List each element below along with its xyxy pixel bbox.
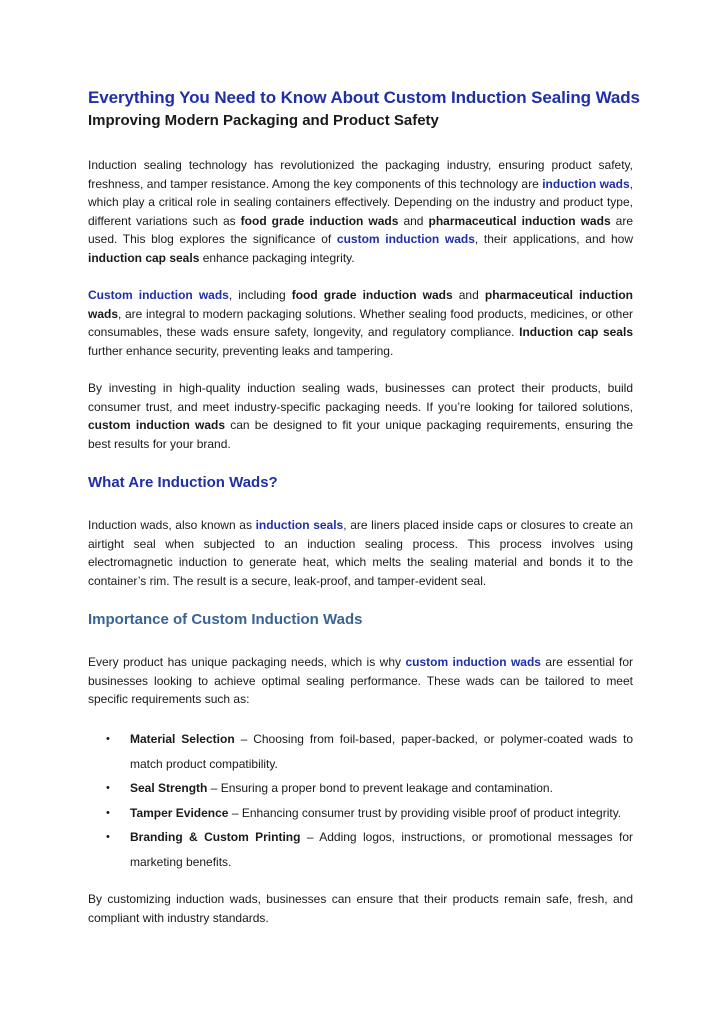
list-item (88, 776, 633, 801)
bullet-icon: • (106, 733, 110, 746)
bold-term: pharmaceutical induction wads (88, 288, 633, 321)
intro-paragraph-1 (88, 156, 633, 268)
bullet-icon: • (106, 806, 110, 819)
bold-term: pharmaceutical induction wads (428, 213, 611, 228)
bold-term: custom induction wads (88, 418, 226, 433)
text-run: Induction sealing technology has revolutionized the packaging industry, ensuring product safety, freshness, and tamper resistance. Among the key components of this technology are (88, 158, 633, 191)
bullet-term: Seal Strength (130, 781, 208, 796)
custom-induction-wads-link[interactable]: custom induction wads (405, 655, 541, 670)
custom-induction-wads-link[interactable]: Custom induction wads (88, 288, 229, 303)
bullet-icon: • (106, 831, 110, 844)
text-run: , including (228, 288, 292, 303)
induction-seals-link[interactable]: induction seals (255, 518, 344, 533)
bullet-term: Tamper Evidence (130, 805, 229, 820)
bullet-term: Material Selection (130, 732, 235, 747)
text-run: Every product has unique packaging needs, which is why (88, 655, 406, 670)
text-run: Induction wads, also known as (88, 518, 256, 533)
bullet-text: – Ensuring a proper bond to prevent leakage and contamination. (207, 781, 553, 796)
text-run: and (452, 288, 485, 303)
bullet-term: Branding & Custom Printing (130, 830, 301, 845)
closing-paragraph: By customizing induction wads, businesses can ensure that their products remain safe, fresh, and compliant with industry standards. (88, 892, 633, 926)
text-run: , are liners placed inside caps or closures to create an airtight seal when subjected to an induction sealing process. This process involves using electromagnetic induction to generate heat, which melts the sealing material and bonds it to the container’s rim. The result is a secure, leak-proof, and tamper-evident seal. (88, 518, 633, 588)
requirements-list (88, 727, 633, 874)
text-run: , their applications, and how (474, 232, 634, 247)
bullet-text: – Enhancing consumer trust by providing visible proof of product integrity. (228, 805, 622, 820)
bullet-text: – Adding logos, instructions, or promotional messages for marketing benefits. (130, 830, 633, 869)
text-run: , are integral to modern packaging solutions. Whether sealing food products, medicines, or other consumables, these wads ensure safety, longevity, and regulatory compliance. (88, 306, 633, 340)
bullet-text: – Choosing from foil-based, paper-backed, or polymer-coated wads to match product compatibility. (130, 732, 633, 771)
text-run: are used. This blog explores the significance of (88, 213, 633, 247)
bold-term: Induction cap seals (519, 325, 633, 340)
document-title: Everything You Need to Know About Custom Induction Sealing Wads (88, 88, 640, 107)
section2-paragraph (88, 653, 633, 709)
induction-wads-link[interactable]: induction wads (542, 176, 630, 191)
list-item (88, 825, 633, 874)
text-run: can be designed to fit your unique packaging requirements, ensuring the best results for your brand. (88, 418, 633, 451)
text-run: and (398, 213, 429, 228)
text-run: By investing in high-quality induction sealing wads, businesses can protect their products, build consumer trust, and meet industry-specific packaging needs. If you’re looking for tailored solutions, (88, 381, 633, 414)
text-run: are essential for businesses looking to achieve optimal sealing performance. These wads can be tailored to meet specific requirements such as: (88, 655, 633, 707)
bold-term: food grade induction wads (291, 288, 453, 303)
bold-term: induction cap seals (88, 250, 200, 265)
section-heading-importance: Importance of Custom Induction Wads (88, 611, 363, 629)
text-run: further enhance security, preventing leaks and tampering. (88, 343, 394, 358)
list-item (88, 727, 633, 776)
list-item (88, 801, 633, 826)
section-heading-what-are-induction-wads: What Are Induction Wads? (88, 474, 278, 492)
bold-term: food grade induction wads (240, 213, 399, 228)
intro-paragraph-2 (88, 286, 633, 360)
custom-induction-wads-link[interactable]: custom induction wads (336, 232, 475, 247)
bullet-icon: • (106, 782, 110, 795)
document-subtitle: Improving Modern Packaging and Product Safety (88, 112, 439, 129)
text-run: enhance packaging integrity. (199, 250, 355, 265)
section1-paragraph (88, 516, 633, 590)
document-page (88, 86, 640, 946)
intro-paragraph-3 (88, 379, 633, 453)
text-run: , which play a critical role in sealing containers effectively. Depending on the industry and product type, different variations such as (88, 176, 633, 228)
